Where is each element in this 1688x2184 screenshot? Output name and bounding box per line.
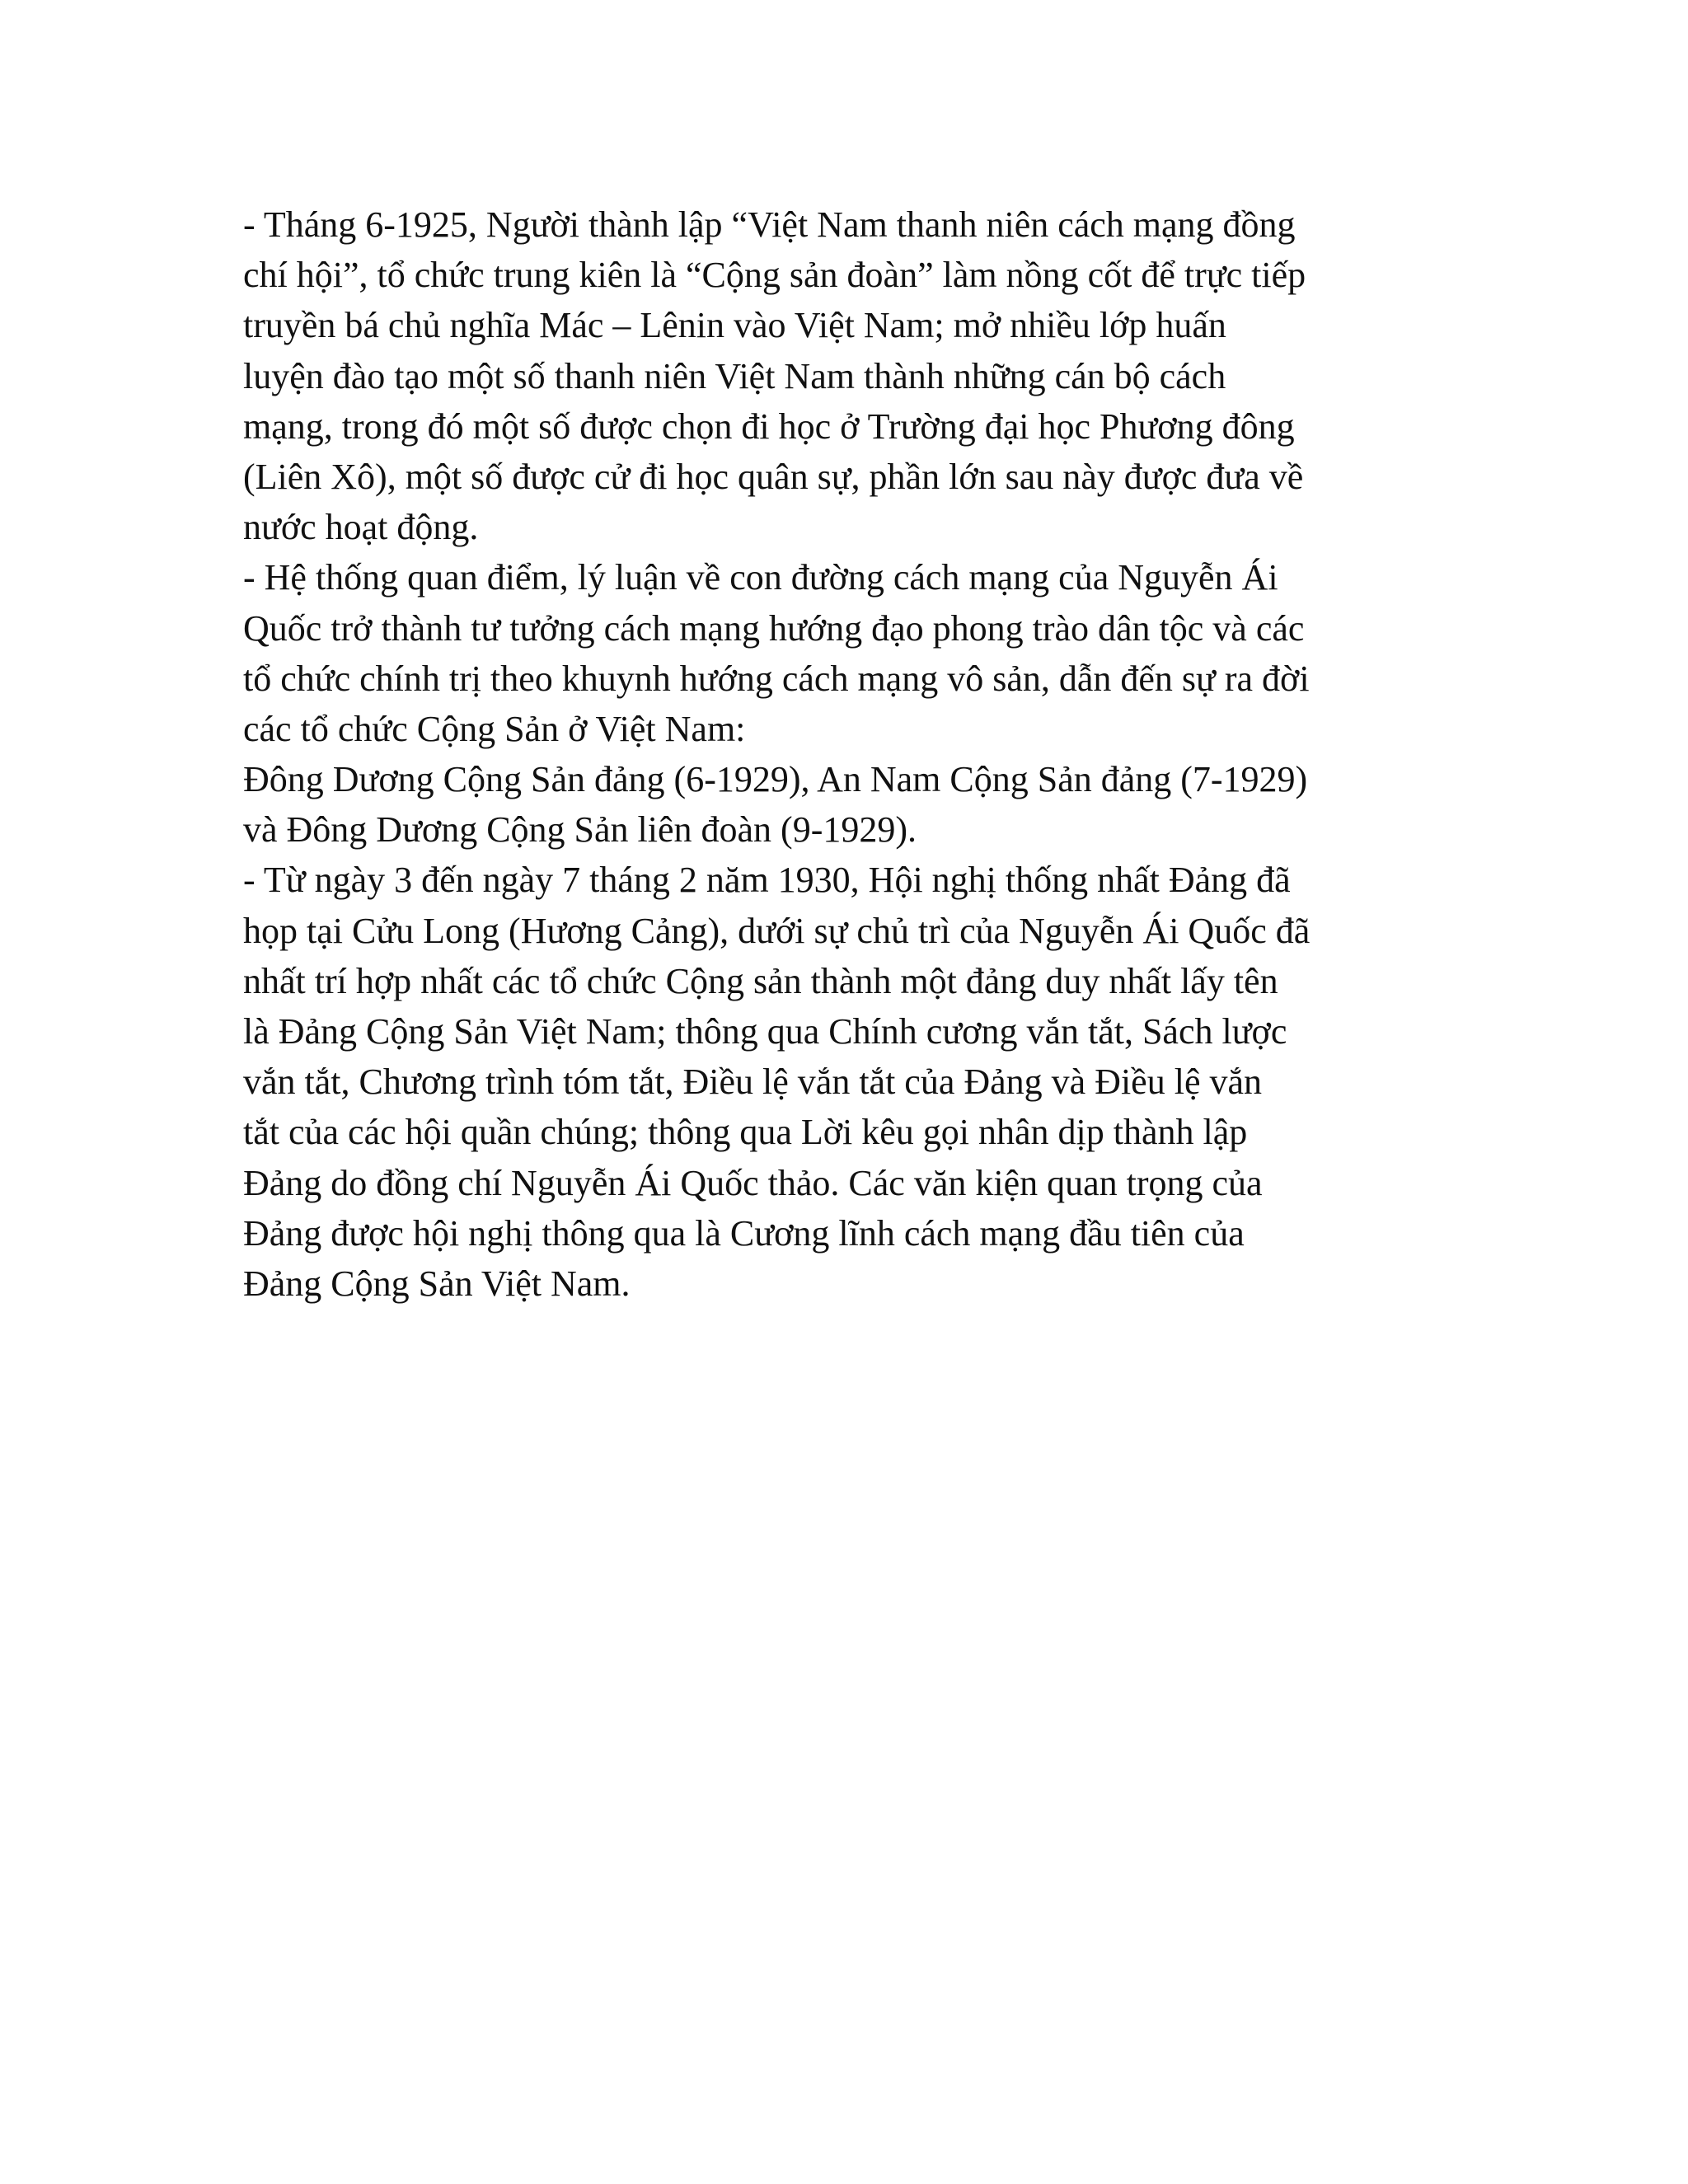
- text-line: họp tại Cửu Long (Hương Cảng), dưới sự chủ trì của Nguyễn Ái Quốc đã: [243, 910, 1311, 951]
- text-line: và Đông Dương Cộng Sản liên đoàn (9-1929).: [243, 809, 917, 851]
- text-line: chí hội”, tổ chức trung kiên là “Cộng sản đoàn” làm nồng cốt để trực tiếp: [243, 255, 1306, 296]
- text-line: là Đảng Cộng Sản Việt Nam; thông qua Chính cương vắn tắt, Sách lược: [243, 1011, 1287, 1052]
- text-line: Đông Dương Cộng Sản đảng (6-1929), An Nam Cộng Sản đảng (7-1929): [243, 759, 1308, 800]
- text-line: mạng, trong đó một số được chọn đi học ở Trường đại học Phương đông: [243, 405, 1295, 447]
- text-line: - Từ ngày 3 đến ngày 7 tháng 2 năm 1930, Hội nghị thống nhất Đảng đã: [243, 860, 1291, 901]
- text-line: truyền bá chủ nghĩa Mác – Lênin vào Việt Nam; mở nhiều lớp huấn: [243, 305, 1226, 346]
- text-line: Đảng được hội nghị thông qua là Cương lĩnh cách mạng đầu tiên của: [243, 1212, 1245, 1254]
- body-text: [243, 199, 1447, 1309]
- text-line: các tổ chức Cộng Sản ở Việt Nam:: [243, 708, 746, 749]
- text-line: tổ chức chính trị theo khuynh hướng cách mạng vô sản, dẫn đến sự ra đời: [243, 658, 1310, 699]
- text-line: nhất trí hợp nhất các tổ chức Cộng sản thành một đảng duy nhất lấy tên: [243, 960, 1278, 1001]
- text-line: Đảng Cộng Sản Việt Nam.: [243, 1263, 631, 1304]
- text-line: nước hoạt động.: [243, 507, 479, 548]
- text-line: Đảng do đồng chí Nguyễn Ái Quốc thảo. Các văn kiện quan trọng của: [243, 1162, 1263, 1203]
- text-line: Quốc trở thành tư tưởng cách mạng hướng đạo phong trào dân tộc và các: [243, 607, 1305, 649]
- text-line: - Tháng 6-1925, Người thành lập “Việt Nam thanh niên cách mạng đồng: [243, 204, 1296, 245]
- text-line: - Hệ thống quan điểm, lý luận về con đường cách mạng của Nguyễn Ái: [243, 557, 1278, 598]
- text-line: vắn tắt, Chương trình tóm tắt, Điều lệ vắn tắt của Đảng và Điều lệ vắn: [243, 1062, 1262, 1103]
- text-line: tắt của các hội quần chúng; thông qua Lời kêu gọi nhân dịp thành lập: [243, 1112, 1248, 1153]
- text-line: (Liên Xô), một số được cử đi học quân sự, phần lớn sau này được đưa về: [243, 456, 1304, 497]
- text-line: luyện đào tạo một số thanh niên Việt Nam thành những cán bộ cách: [243, 355, 1226, 396]
